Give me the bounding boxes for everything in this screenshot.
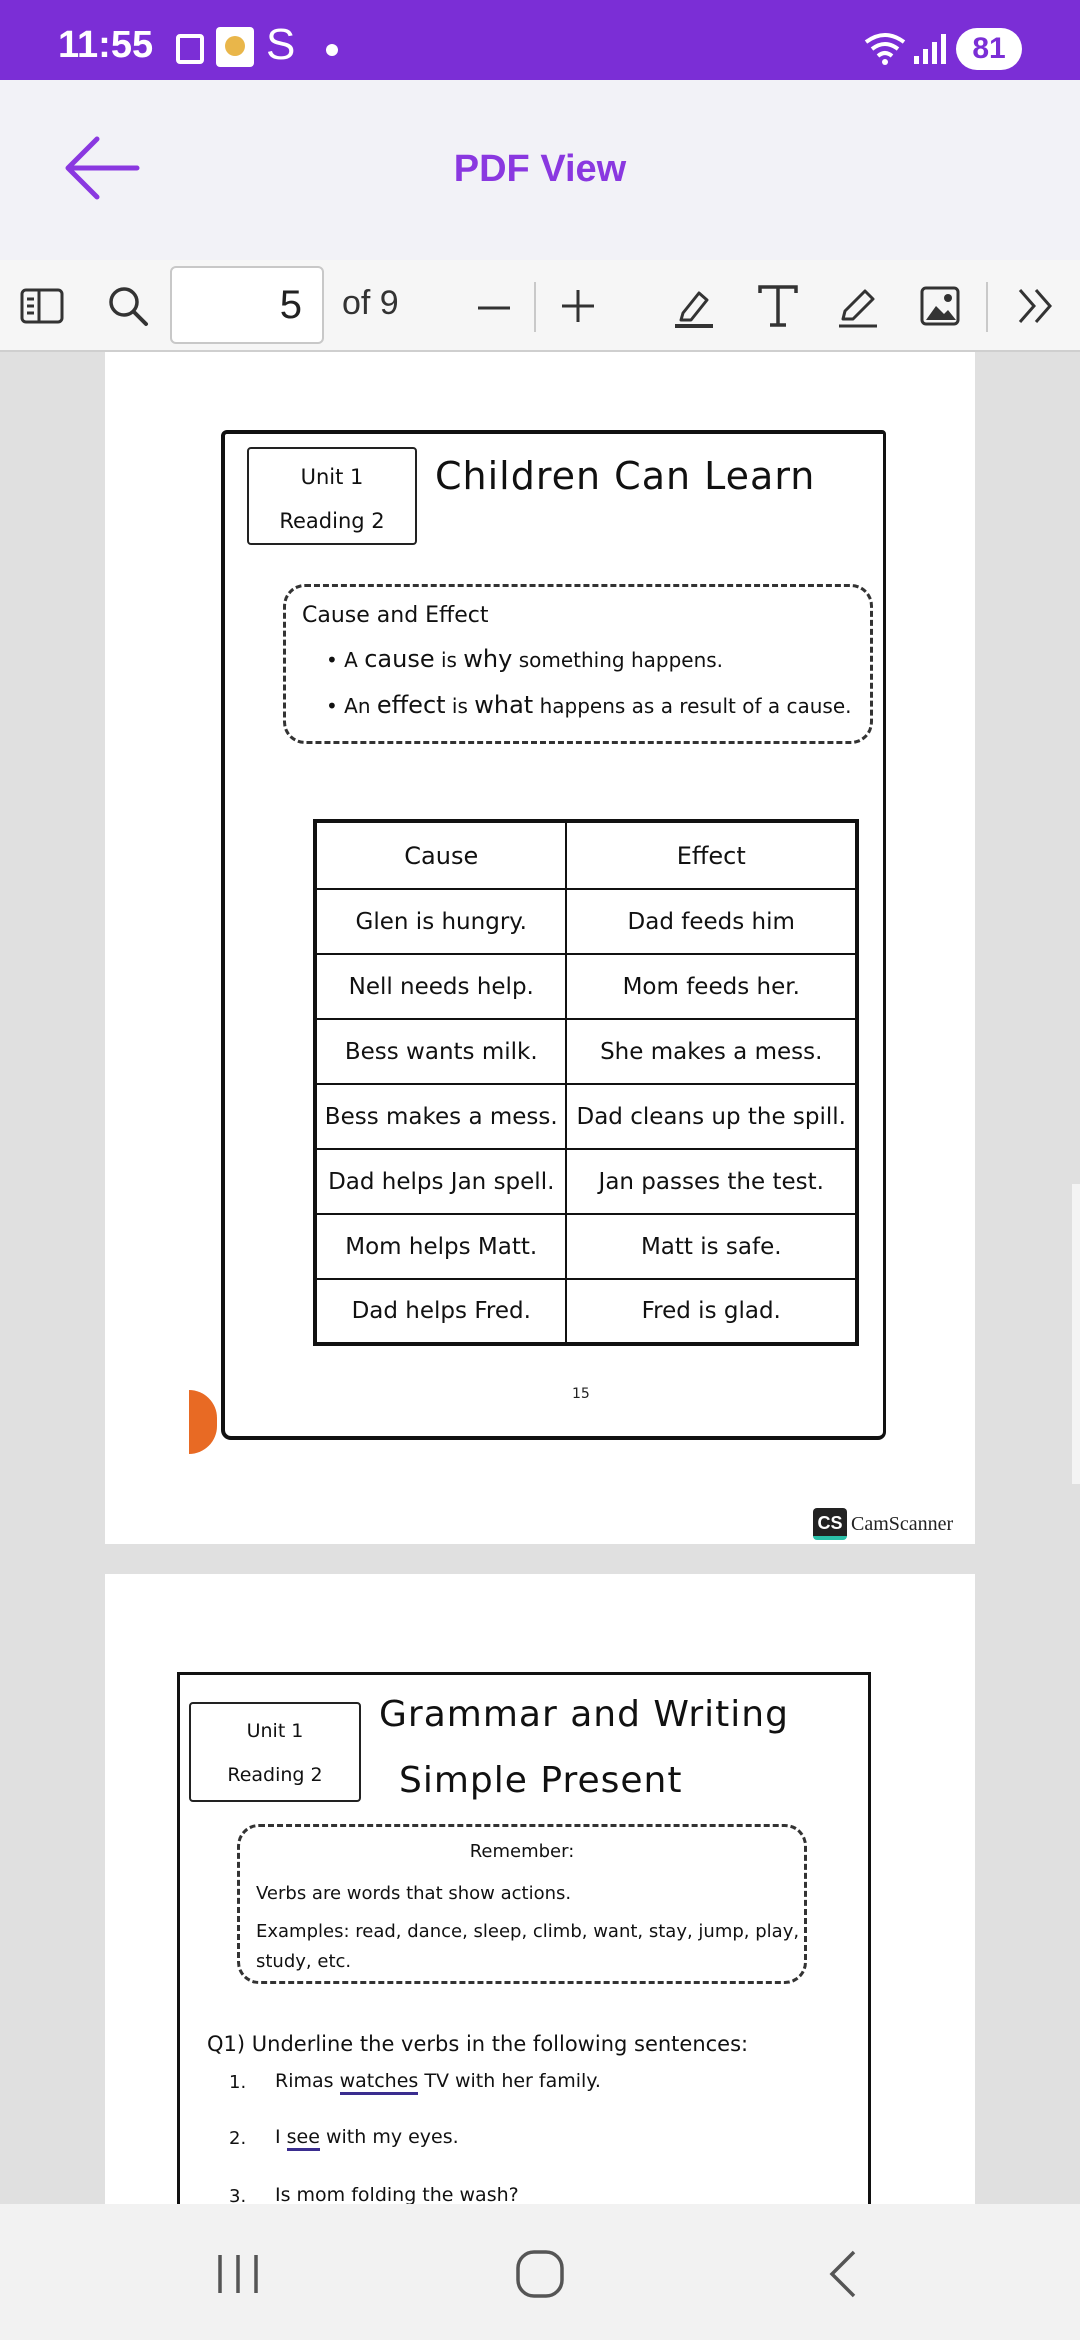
camscanner-logo-icon: CS bbox=[813, 1508, 847, 1540]
underlined-verb: watches bbox=[340, 2070, 419, 2095]
highlight-button[interactable] bbox=[664, 260, 724, 352]
effect-cell: Jan passes the test. bbox=[566, 1149, 857, 1214]
box-line: study, etc. bbox=[256, 1951, 352, 1972]
toolbar-divider bbox=[986, 282, 988, 332]
header-cause: Cause bbox=[315, 821, 566, 889]
pdf-viewer[interactable] bbox=[0, 352, 1080, 2204]
effect-cell: Matt is safe. bbox=[566, 1214, 857, 1279]
box-line: Verbs are words that show actions. bbox=[256, 1883, 572, 1904]
table-row bbox=[315, 889, 857, 954]
plus-icon bbox=[558, 286, 598, 326]
double-chevron-right-icon bbox=[1014, 286, 1058, 326]
header-effect: Effect bbox=[566, 821, 857, 889]
table-header-row bbox=[315, 821, 857, 889]
recent-apps-button[interactable] bbox=[178, 2234, 298, 2314]
draw-button[interactable] bbox=[828, 260, 888, 352]
wifi-icon bbox=[862, 30, 908, 66]
zoom-in-button[interactable] bbox=[550, 260, 606, 352]
image-icon bbox=[918, 284, 962, 328]
page-title: PDF View bbox=[453, 148, 627, 190]
box-title: Remember: bbox=[469, 1841, 575, 1862]
minus-icon bbox=[474, 286, 514, 326]
remember-box bbox=[237, 1824, 807, 1984]
item-number: 1. bbox=[229, 2072, 247, 2093]
question-prompt: Q1) Underline the verbs in the following sentences: bbox=[207, 2032, 749, 2056]
pencil-icon bbox=[835, 283, 881, 329]
definition-box bbox=[283, 584, 873, 744]
s-notification-icon: S bbox=[266, 20, 296, 69]
app-notification-icon bbox=[216, 27, 254, 67]
worksheet-subtitle: Simple Present bbox=[399, 1760, 683, 1801]
search-icon bbox=[106, 284, 150, 328]
system-nav-bar bbox=[0, 2204, 1080, 2340]
page-number-input[interactable]: 5 bbox=[170, 266, 324, 344]
zoom-out-button[interactable] bbox=[466, 260, 522, 352]
signal-icon bbox=[912, 32, 950, 66]
pdf-page bbox=[105, 1574, 975, 2204]
cause-cell: Dad helps Jan spell. bbox=[315, 1149, 566, 1214]
scan-artifact bbox=[189, 1390, 217, 1454]
text-icon bbox=[756, 283, 800, 329]
cause-effect-table bbox=[313, 819, 859, 1346]
status-bar bbox=[0, 0, 1080, 80]
cause-cell: Glen is hungry. bbox=[315, 889, 566, 954]
worksheet-title: Grammar and Writing bbox=[379, 1694, 789, 1735]
recent-apps-icon bbox=[208, 2249, 268, 2299]
home-button[interactable] bbox=[480, 2234, 600, 2314]
table-row bbox=[315, 1214, 857, 1279]
cause-cell: Bess wants milk. bbox=[315, 1019, 566, 1084]
unit-label: Unit 1 bbox=[246, 1720, 304, 1742]
item-number: 3. bbox=[229, 2186, 247, 2204]
cause-cell: Mom helps Matt. bbox=[315, 1214, 566, 1279]
sentence-item: Is mom folding the wash? bbox=[275, 2184, 519, 2204]
definition-cause: • A cause is why something happens. bbox=[326, 645, 724, 673]
effect-cell: Fred is glad. bbox=[566, 1279, 857, 1344]
unit-label: Unit 1 bbox=[300, 465, 364, 489]
status-time: 11:55 bbox=[58, 24, 154, 66]
cause-cell: Bess makes a mess. bbox=[315, 1084, 566, 1149]
unit-tag bbox=[189, 1702, 361, 1802]
unit-tag bbox=[247, 447, 417, 545]
sentence-item: I see with my eyes. bbox=[275, 2126, 459, 2148]
table-row bbox=[315, 1279, 857, 1344]
battery-indicator: 81 bbox=[956, 28, 1022, 70]
camscanner-watermark bbox=[813, 1508, 953, 1540]
camscanner-label: CamScanner bbox=[851, 1512, 954, 1535]
sentence-item: Rimas watches TV with her family. bbox=[275, 2070, 601, 2092]
toolbar-divider bbox=[534, 282, 536, 332]
cause-cell: Dad helps Fred. bbox=[315, 1279, 566, 1344]
page-number: 15 bbox=[572, 1386, 590, 1402]
table-row bbox=[315, 1149, 857, 1214]
pdf-page bbox=[105, 352, 975, 1544]
underlined-verb: see bbox=[287, 2126, 320, 2151]
effect-cell: Dad cleans up the spill. bbox=[566, 1084, 857, 1149]
chevron-left-icon bbox=[822, 2246, 862, 2302]
system-back-button[interactable] bbox=[782, 2234, 902, 2314]
table-row bbox=[315, 954, 857, 1019]
highlighter-icon bbox=[671, 283, 717, 329]
insert-image-button[interactable] bbox=[910, 260, 970, 352]
page-total-label: of 9 bbox=[342, 284, 399, 322]
thumbnails-button[interactable] bbox=[10, 260, 74, 352]
scrollbar-thumb[interactable] bbox=[1072, 1184, 1080, 1484]
sidebar-panel-icon bbox=[19, 287, 65, 325]
box-title: Cause and Effect bbox=[302, 603, 489, 628]
pdf-toolbar bbox=[0, 260, 1080, 352]
box-line: Examples: read, dance, sleep, climb, want, stay, jump, play, bbox=[256, 1921, 800, 1942]
effect-cell: She makes a mess. bbox=[566, 1019, 857, 1084]
search-button[interactable] bbox=[96, 260, 160, 352]
reading-label: Reading 2 bbox=[227, 1764, 323, 1786]
item-number: 2. bbox=[229, 2128, 247, 2149]
table-row bbox=[315, 1019, 857, 1084]
effect-cell: Dad feeds him bbox=[566, 889, 857, 954]
more-notifications-dot-icon bbox=[326, 44, 338, 56]
worksheet-title: Children Can Learn bbox=[435, 454, 816, 498]
effect-cell: Mom feeds her. bbox=[566, 954, 857, 1019]
cause-cell: Nell needs help. bbox=[315, 954, 566, 1019]
app-bar bbox=[0, 80, 1080, 260]
more-tools-button[interactable] bbox=[1004, 260, 1068, 352]
home-icon bbox=[512, 2246, 568, 2302]
table-row bbox=[315, 1084, 857, 1149]
text-tool-button[interactable] bbox=[748, 260, 808, 352]
reading-label: Reading 2 bbox=[279, 509, 385, 533]
screen-mirror-icon bbox=[176, 34, 204, 64]
definition-effect: • An effect is what happens as a result of a cause. bbox=[326, 691, 852, 719]
